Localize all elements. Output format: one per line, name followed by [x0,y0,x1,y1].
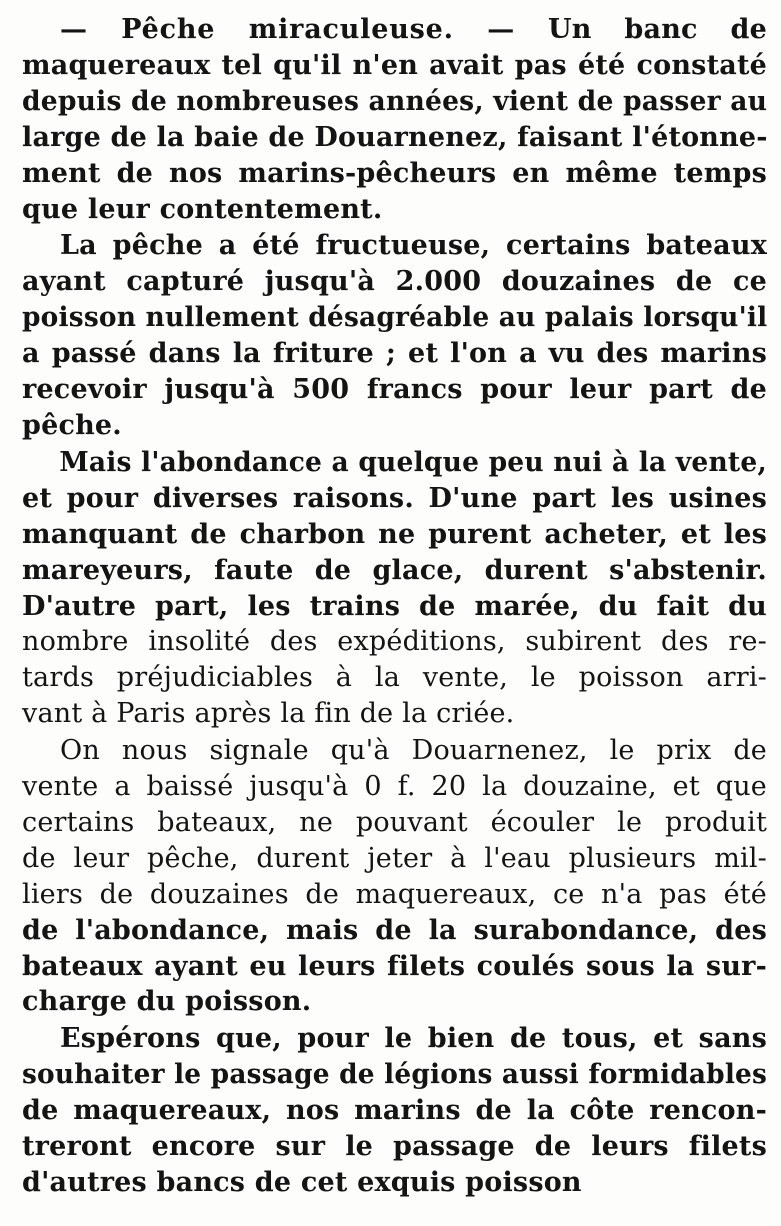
article-line: que leur contentement. [22,193,383,225]
article-line: certains bateaux, ne pouvant écouler le produit [22,806,767,838]
article-line: Espérons que, pour le bien de tous, et sans [60,1023,767,1055]
article-line: maquereaux tel qu'il n'en avait pas été constaté [22,49,767,81]
article-line: D'autre part, les trains de marée, du fait du [22,590,767,622]
article-line: La pêche a été fructueuse, certains bateaux [60,230,767,262]
article-line: souhaiter le passage de légions aussi formidables [22,1059,768,1091]
article-line: On nous signale qu'à Douarnenez, le prix de [60,735,767,767]
article-line: ayant capturé jusqu'à 2.000 douzaines de ce [22,266,767,298]
article-line: Mais l'abondance a quelque peu nui à la vente, [59,446,767,478]
article-line: poisson nullement désagréable au palais lorsqu'il [22,302,768,334]
article-line: liers de douzaines de maquereaux, ce n'a pas été [22,878,767,910]
article-line: de l'abondance, mais de la surabondance, des [22,914,767,946]
article-line: depuis de nombreuses années, vient de passer au [22,85,768,117]
paragraph-3 [22,445,767,732]
article-line: de leur pêche, durent jeter à l'eau plusieurs mil- [22,842,767,874]
article-line: treront encore sur le passage de leurs filets [22,1131,767,1163]
article-line: a passé dans la friture ; et l'on a vu des marins [22,338,767,370]
article-line: tards préjudiciables à la vente, le poisson arri- [22,662,767,694]
paragraph-1 [22,12,767,227]
article-line: vant à Paris après la fin de la criée. [22,698,515,730]
article-line [22,12,767,48]
article-line: d'autres bancs de cet exquis poisson [22,1167,582,1198]
article-line: et pour diverses raisons. D'une part les usines [22,482,767,514]
article-line: vente a baissé jusqu'à 0 f. 20 la douzaine, et que [22,771,767,803]
article-title: — Pêche miraculeuse. — [60,14,516,45]
paragraph-2 [22,228,767,443]
paragraph-5 [22,1021,767,1201]
article-line: charge du poisson. [22,986,312,1018]
article-line: bateaux ayant eu leurs filets coulés sous la sur- [22,950,767,982]
article-line: large de la baie de Douarnenez, faisant l'étonne- [22,121,768,153]
article-line: nombre insolité des expéditions, subirent des re- [22,626,767,658]
article-line: de maquereaux, nos marins de la côte rencon- [22,1095,767,1127]
article-line: recevoir jusqu'à 500 francs pour leur part de [22,374,767,406]
article-line: manquant de charbon ne purent acheter, et les [22,518,767,550]
article-line-text: Un banc de [547,14,767,45]
paragraph-4 [22,733,767,1020]
article-line: ment de nos marins-pêcheurs en même temps [22,157,767,189]
article-line: mareyeurs, faute de glace, durent s'abstenir. [22,554,767,586]
article-line: pêche. [22,409,122,441]
